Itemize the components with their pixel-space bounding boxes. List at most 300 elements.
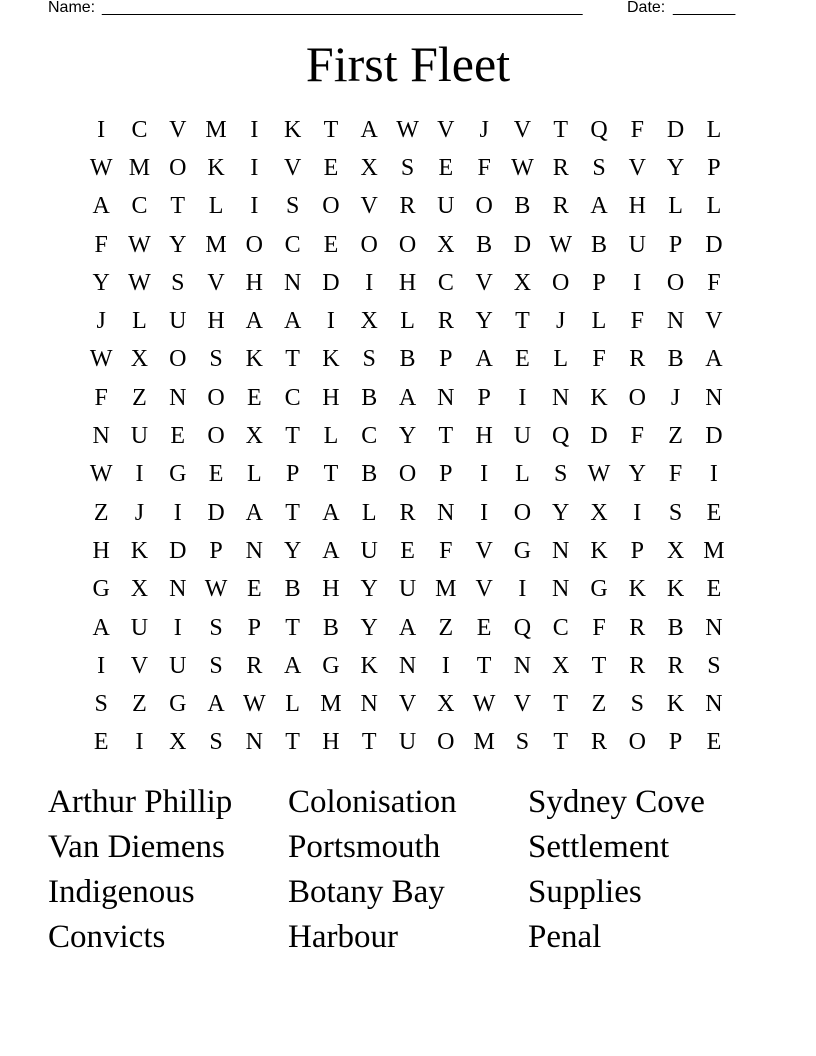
grid-letter: R	[552, 154, 569, 181]
grid-letter: W	[396, 116, 419, 143]
grid-letter: E	[247, 576, 262, 603]
grid-letter: I	[173, 614, 182, 641]
grid-letter: G	[590, 576, 608, 603]
grid-letter: P	[668, 231, 683, 258]
grid-letter: G	[322, 652, 340, 679]
grid-letter: N	[513, 652, 532, 679]
grid-letter: V	[207, 269, 225, 296]
letter-grid	[82, 111, 733, 762]
grid-letter: J	[479, 116, 489, 143]
grid-letter: L	[400, 308, 415, 335]
grid-letter: U	[513, 423, 532, 450]
grid-letter: H	[475, 423, 493, 450]
grid-letter: O	[666, 269, 685, 296]
grid-letter: Y	[92, 269, 110, 296]
grid-letter: M	[128, 154, 151, 181]
grid-letter: O	[398, 231, 417, 258]
grid-letter: S	[209, 614, 223, 641]
word-list-item: Van Diemens	[48, 829, 225, 865]
grid-letter: K	[628, 576, 646, 603]
grid-letter: U	[169, 308, 187, 335]
grid-letter: F	[94, 384, 108, 411]
grid-letter: V	[628, 154, 646, 181]
grid-letter: A	[322, 537, 340, 564]
grid-letter: R	[629, 652, 646, 679]
grid-letter: S	[668, 499, 683, 526]
grid-letter: V	[513, 116, 532, 143]
grid-letter: C	[552, 614, 569, 641]
grid-letter: I	[365, 269, 374, 296]
grid-letter: G	[513, 537, 532, 564]
grid-letter: S	[209, 346, 223, 373]
grid-letter: H	[245, 269, 263, 296]
grid-letter: N	[552, 384, 570, 411]
date-field[interactable]: _______	[673, 0, 736, 16]
grid-letter: M	[320, 691, 342, 718]
grid-letter: X	[169, 729, 187, 756]
grid-letter: H	[92, 537, 110, 564]
grid-letter: A	[92, 614, 110, 641]
grid-letter: P	[477, 384, 491, 411]
grid-letter: E	[170, 423, 186, 450]
grid-letter: N	[437, 499, 455, 526]
grid-letter: P	[247, 614, 262, 641]
grid-letter: E	[706, 576, 722, 603]
grid-letter: T	[285, 614, 300, 641]
grid-letter: W	[472, 691, 496, 718]
grid-letter: J	[670, 384, 681, 411]
grid-letter: B	[399, 346, 416, 373]
grid-letter: W	[243, 691, 266, 718]
grid-letter: K	[245, 346, 263, 373]
grid-letter: I	[250, 154, 259, 181]
grid-letter: Z	[93, 499, 109, 526]
grid-letter: Y	[283, 537, 302, 564]
grid-letter: B	[322, 614, 339, 641]
grid-letter: U	[437, 193, 455, 220]
grid-letter: Z	[132, 384, 147, 411]
grid-letter: J	[134, 499, 145, 526]
grid-letter: T	[285, 729, 300, 756]
grid-letter: O	[513, 499, 532, 526]
grid-letter: G	[92, 576, 110, 603]
grid-letter: N	[169, 576, 187, 603]
grid-letter: I	[250, 116, 259, 143]
grid-letter: N	[245, 537, 263, 564]
grid-letter: S	[171, 269, 185, 296]
word-list-item: Convicts	[48, 919, 166, 955]
grid-letter: T	[553, 729, 569, 756]
grid-letter: N	[360, 691, 378, 718]
grid-letter: G	[169, 691, 187, 718]
header-line	[48, 0, 748, 20]
grid-letter: U	[398, 576, 417, 603]
grid-letter: N	[705, 614, 723, 641]
grid-letter: N	[552, 576, 570, 603]
grid-letter: V	[130, 652, 149, 679]
grid-letter: M	[205, 231, 227, 258]
page-title: First Fleet	[305, 36, 511, 92]
grid-letter: M	[703, 537, 725, 564]
word-list-item: Penal	[528, 919, 602, 955]
grid-letter: Q	[513, 614, 532, 641]
grid-letter: B	[667, 614, 684, 641]
grid-letter: V	[475, 576, 493, 603]
grid-letter: H	[322, 729, 340, 756]
grid-letter: T	[285, 499, 300, 526]
grid-letter: A	[207, 691, 225, 718]
grid-letter: C	[131, 193, 148, 220]
grid-letter: I	[250, 193, 259, 220]
grid-letter: M	[205, 116, 227, 143]
grid-letter: T	[476, 652, 492, 679]
grid-letter: D	[666, 116, 685, 143]
grid-letter: F	[630, 116, 644, 143]
grid-letter: T	[285, 423, 300, 450]
grid-letter: N	[437, 384, 455, 411]
grid-letter: Y	[398, 423, 417, 450]
grid-letter: X	[360, 154, 378, 181]
word-list	[48, 780, 768, 960]
grid-letter: P	[209, 537, 223, 564]
grid-letter: N	[552, 537, 570, 564]
grid-letter: U	[169, 652, 187, 679]
grid-letter: W	[89, 154, 113, 181]
grid-letter: L	[132, 308, 147, 335]
grid-letter: X	[552, 652, 570, 679]
grid-letter: T	[323, 461, 339, 488]
grid-letter: U	[398, 729, 417, 756]
grid-letter: L	[285, 691, 300, 718]
grid-letter: T	[285, 346, 300, 373]
grid-letter: L	[706, 193, 722, 220]
grid-letter: T	[591, 652, 607, 679]
grid-letter: O	[437, 729, 455, 756]
grid-letter: I	[97, 652, 106, 679]
grid-letter: X	[245, 423, 263, 450]
grid-letter: X	[590, 499, 608, 526]
date-label: Date:	[627, 0, 666, 16]
grid-letter: P	[707, 154, 721, 181]
grid-letter: I	[518, 384, 527, 411]
grid-letter: S	[209, 729, 223, 756]
grid-letter: A	[475, 346, 493, 373]
grid-letter: K	[590, 537, 608, 564]
grid-letter: T	[438, 423, 454, 450]
grid-letter: A	[398, 384, 417, 411]
grid-letter: L	[361, 499, 377, 526]
grid-letter: S	[592, 154, 606, 181]
grid-letter: A	[590, 193, 608, 220]
grid-letter: F	[94, 231, 108, 258]
grid-letter: X	[666, 537, 685, 564]
grid-letter: R	[246, 652, 263, 679]
grid-letter: Z	[668, 423, 683, 450]
grid-letter: W	[549, 231, 573, 258]
grid-letter: V	[398, 691, 417, 718]
grid-letter: N	[705, 691, 723, 718]
grid-letter: A	[245, 499, 263, 526]
grid-letter: P	[439, 346, 453, 373]
grid-letter: A	[283, 308, 302, 335]
grid-letter: Y	[360, 614, 378, 641]
grid-letter: P	[592, 269, 606, 296]
grid-letter: O	[322, 193, 340, 220]
grid-letter: O	[628, 729, 646, 756]
grid-letter: U	[360, 537, 378, 564]
grid-letter: W	[89, 346, 113, 373]
grid-letter: P	[439, 461, 453, 488]
grid-letter: C	[131, 116, 148, 143]
grid-letter: L	[668, 193, 683, 220]
grid-letter: O	[360, 231, 378, 258]
grid-letter: S	[400, 154, 415, 181]
grid-letter: R	[629, 346, 646, 373]
word-list-item: Colonisation	[288, 784, 457, 820]
name-label: Name:	[48, 0, 96, 16]
grid-letter: R	[437, 308, 454, 335]
grid-letter: F	[439, 537, 453, 564]
grid-letter: C	[284, 231, 301, 258]
grid-letter: E	[247, 384, 262, 411]
grid-letter: E	[323, 154, 339, 181]
grid-letter: X	[437, 231, 455, 258]
grid-letter: X	[360, 308, 378, 335]
grid-letter: C	[284, 384, 301, 411]
word-list-item: Supplies	[528, 874, 642, 910]
grid-letter: S	[707, 652, 721, 679]
grid-letter: D	[705, 231, 723, 258]
grid-letter: S	[554, 461, 568, 488]
grid-letter: X	[437, 691, 455, 718]
grid-letter: J	[96, 308, 106, 335]
name-field[interactable]: ______________________________________________________	[102, 0, 583, 16]
grid-letter: Q	[590, 116, 608, 143]
grid-letter: S	[362, 346, 376, 373]
grid-letter: L	[323, 423, 339, 450]
grid-letter: D	[322, 269, 340, 296]
grid-letter: B	[514, 193, 531, 220]
grid-letter: S	[285, 193, 300, 220]
grid-letter: Y	[169, 231, 187, 258]
grid-letter: V	[513, 691, 532, 718]
word-list-item: Portsmouth	[288, 829, 441, 865]
grid-letter: N	[92, 423, 110, 450]
grid-letter: E	[706, 499, 722, 526]
grid-letter: N	[398, 652, 417, 679]
grid-letter: A	[360, 116, 378, 143]
grid-letter: B	[361, 461, 378, 488]
grid-letter: B	[361, 384, 378, 411]
grid-letter: E	[706, 729, 722, 756]
grid-letter: L	[591, 308, 607, 335]
grid-letter: Z	[438, 614, 454, 641]
grid-letter: N	[245, 729, 263, 756]
grid-letter: S	[209, 652, 223, 679]
grid-letter: K	[207, 154, 225, 181]
grid-letter: H	[207, 308, 225, 335]
grid-letter: I	[633, 269, 642, 296]
grid-letter: R	[552, 193, 569, 220]
grid-letter: N	[705, 384, 723, 411]
grid-letter: D	[590, 423, 608, 450]
grid-letter: V	[705, 308, 723, 335]
grid-letter: Z	[132, 691, 147, 718]
grid-letter: E	[515, 346, 530, 373]
grid-letter: I	[633, 499, 642, 526]
grid-letter: C	[361, 423, 378, 450]
grid-letter: I	[97, 116, 106, 143]
word-list-item: Arthur Phillip	[48, 784, 233, 820]
grid-letter: N	[666, 308, 685, 335]
grid-letter: A	[283, 652, 302, 679]
grid-letter: O	[207, 384, 225, 411]
grid-letter: W	[511, 154, 534, 181]
grid-letter: I	[480, 461, 489, 488]
grid-letter: I	[135, 729, 144, 756]
grid-letter: U	[130, 614, 149, 641]
grid-letter: L	[208, 193, 224, 220]
grid-letter: W	[89, 461, 113, 488]
grid-letter: O	[207, 423, 225, 450]
grid-letter: L	[515, 461, 530, 488]
grid-letter: E	[400, 537, 415, 564]
grid-letter: O	[398, 461, 417, 488]
grid-letter: V	[360, 193, 378, 220]
grid-letter: E	[438, 154, 454, 181]
grid-letter: W	[128, 231, 151, 258]
grid-letter: F	[630, 423, 644, 450]
grid-letter: O	[169, 154, 187, 181]
grid-letter: Y	[552, 499, 570, 526]
grid-letter: B	[667, 346, 684, 373]
grid-letter: I	[709, 461, 718, 488]
grid-letter: M	[435, 576, 457, 603]
grid-letter: O	[628, 384, 646, 411]
grid-letter: E	[208, 461, 224, 488]
grid-letter: I	[326, 308, 335, 335]
grid-letter: U	[628, 231, 646, 258]
grid-letter: Q	[552, 423, 570, 450]
grid-letter: T	[323, 116, 339, 143]
grid-letter: L	[553, 346, 569, 373]
grid-letter: H	[322, 384, 340, 411]
grid-letter: A	[92, 193, 110, 220]
grid-letter: F	[668, 461, 683, 488]
grid-letter: O	[169, 346, 187, 373]
grid-letter: H	[398, 269, 417, 296]
grid-letter: K	[666, 576, 685, 603]
grid-letter: S	[515, 729, 530, 756]
grid-letter: T	[553, 691, 569, 718]
grid-letter: R	[667, 652, 684, 679]
grid-letter: V	[475, 269, 493, 296]
grid-letter: V	[475, 537, 493, 564]
grid-letter: D	[513, 231, 532, 258]
grid-letter: W	[587, 461, 611, 488]
grid-letter: J	[556, 308, 566, 335]
grid-letter: O	[475, 193, 493, 220]
grid-letter: X	[130, 346, 149, 373]
grid-letter: E	[476, 614, 492, 641]
grid-letter: M	[473, 729, 495, 756]
grid-letter: H	[628, 193, 646, 220]
grid-letter: P	[668, 729, 683, 756]
grid-letter: S	[94, 691, 108, 718]
grid-letter: U	[130, 423, 149, 450]
grid-letter: A	[322, 499, 340, 526]
word-list-item: Indigenous	[48, 874, 195, 910]
grid-letter: R	[399, 499, 416, 526]
grid-letter: K	[322, 346, 340, 373]
grid-letter: I	[173, 499, 182, 526]
grid-letter: P	[285, 461, 300, 488]
grid-letter: C	[437, 269, 454, 296]
grid-letter: Y	[628, 461, 646, 488]
word-list-item: Settlement	[528, 829, 670, 865]
grid-letter: Y	[475, 308, 493, 335]
grid-letter: Z	[591, 691, 607, 718]
grid-letter: N	[169, 384, 187, 411]
grid-letter: R	[629, 614, 646, 641]
grid-letter: K	[130, 537, 149, 564]
grid-letter: T	[553, 116, 569, 143]
grid-letter: A	[245, 308, 263, 335]
grid-letter: K	[360, 652, 378, 679]
grid-letter: W	[204, 576, 228, 603]
grid-letter: E	[323, 231, 339, 258]
grid-letter: Y	[360, 576, 378, 603]
grid-letter: F	[477, 154, 491, 181]
grid-letter: G	[169, 461, 187, 488]
grid-letter: T	[515, 308, 530, 335]
grid-letter: I	[518, 576, 527, 603]
grid-letter: L	[706, 116, 722, 143]
grid-letter: A	[705, 346, 723, 373]
grid-letter: K	[590, 384, 608, 411]
grid-letter: F	[630, 308, 644, 335]
grid-letter: D	[705, 423, 723, 450]
grid-letter: H	[322, 576, 340, 603]
grid-letter: D	[169, 537, 187, 564]
grid-letter: I	[441, 652, 450, 679]
grid-letter: R	[591, 729, 608, 756]
grid-letter: Y	[666, 154, 685, 181]
grid-letter: T	[361, 729, 377, 756]
grid-letter: K	[283, 116, 302, 143]
grid-letter: F	[707, 269, 721, 296]
grid-letter: F	[592, 346, 606, 373]
grid-letter: T	[170, 193, 186, 220]
grid-letter: P	[630, 537, 644, 564]
grid-letter: O	[552, 269, 570, 296]
grid-letter: W	[128, 269, 151, 296]
grid-letter: X	[513, 269, 532, 296]
grid-letter: L	[247, 461, 262, 488]
grid-letter: B	[476, 231, 493, 258]
grid-letter: O	[245, 231, 263, 258]
grid-letter: I	[480, 499, 489, 526]
grid-letter: I	[135, 461, 144, 488]
grid-letter: B	[284, 576, 301, 603]
grid-letter: R	[399, 193, 416, 220]
word-list-item: Botany Bay	[288, 874, 445, 910]
grid-letter: S	[630, 691, 644, 718]
grid-letter: N	[283, 269, 302, 296]
grid-letter: V	[437, 116, 455, 143]
grid-letter: D	[207, 499, 225, 526]
grid-letter: X	[130, 576, 149, 603]
